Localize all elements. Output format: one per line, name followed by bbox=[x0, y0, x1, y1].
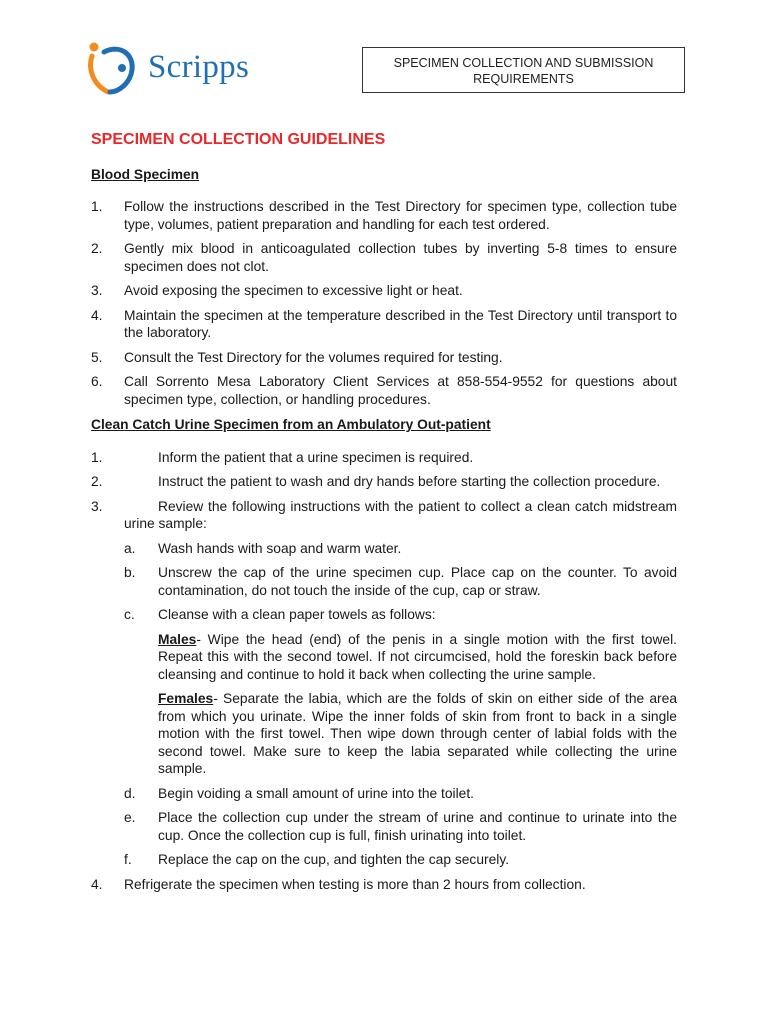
page-title: SPECIMEN COLLECTION GUIDELINES bbox=[91, 131, 386, 148]
list-item: 2. Instruct the patient to wash and dry hands before starting the collection procedure. bbox=[91, 474, 661, 489]
urine-section-heading: Clean Catch Urine Specimen from an Ambulatory Out-patient bbox=[91, 417, 491, 432]
list-item: 1. Inform the patient that a urine specimen is required. bbox=[91, 449, 474, 465]
scripps-logo-mark-icon bbox=[86, 40, 146, 100]
sublist-item: c. Cleanse with a clean paper towels as follows: bbox=[124, 607, 436, 622]
list-item: 4. Refrigerate the specimen when testing is more than 2 hours from collection. bbox=[91, 876, 586, 892]
males-instructions: Males- Wipe the head (end) of the penis in a single motion with the first towel. Repeat this with the second towel. If not circumcised, hold the foreskin back before cleansing and continue to hold it back when collecting the urine sample. bbox=[158, 631, 677, 682]
list-item: 1. Follow the instructions described in the Test Directory for specimen type, collection tube type, volumes, patient preparation and handling for each test ordered. bbox=[91, 199, 677, 232]
list-item: 3. Review the following instructions with the patient to collect a clean catch midstream urine sample: bbox=[91, 498, 677, 531]
header-line-2: REQUIREMENTS bbox=[473, 72, 574, 86]
blood-list bbox=[91, 198, 677, 408]
scripps-logo bbox=[86, 40, 261, 100]
urine-sublist-continued bbox=[124, 785, 677, 869]
list-item: 3. Avoid exposing the specimen to excessive light or heat. bbox=[91, 283, 463, 298]
list-item: 2. Gently mix blood in anticoagulated collection tubes by inverting 5-8 times to ensure specimen does not clot. bbox=[91, 241, 677, 274]
sublist-item: f. Replace the cap on the cup, and tighten the cap securely. bbox=[124, 852, 510, 867]
list-item: 4. Maintain the specimen at the temperature described in the Test Directory until transport to the laboratory. bbox=[91, 307, 677, 340]
document-body bbox=[91, 131, 677, 900]
urine-sublist bbox=[124, 540, 677, 624]
blood-section-heading: Blood Specimen bbox=[91, 166, 200, 182]
sublist-item: e. Place the collection cup under the stream of urine and continue to urinate into the cup. Once the collection cup is full, finish urinating into toilet. bbox=[124, 810, 677, 843]
sublist-item: d. Begin voiding a small amount of urine into the toilet. bbox=[124, 785, 474, 801]
females-instructions: Females- Separate the labia, which are the folds of skin on either side of the area from which you urinate. Wipe the inner folds of skin from front to back in a single motion with the first towel. Then wipe down through center of labial folds with the second towel. Make sure to keep the labia separated while collecting the urine sample. bbox=[158, 691, 677, 776]
list-item: 6. Call Sorrento Mesa Laboratory Client Services at 858-554-9552 for questions about specimen type, collection, or handling procedures. bbox=[91, 374, 677, 407]
document-header-box bbox=[362, 47, 685, 93]
sublist-item: a. Wash hands with soap and warm water. bbox=[124, 540, 402, 556]
header-line-1: SPECIMEN COLLECTION AND SUBMISSION bbox=[393, 56, 654, 70]
list-item: 5. Consult the Test Directory for the volumes required for testing. bbox=[91, 349, 503, 365]
logo-wordmark: Scripps bbox=[148, 49, 250, 85]
urine-list bbox=[91, 449, 677, 533]
sublist-item: b. Unscrew the cap of the urine specimen cup. Place cap on the counter. To avoid contamination, do not touch the inside of the cup, cap or straw. bbox=[124, 565, 677, 598]
urine-list-final bbox=[91, 876, 677, 894]
